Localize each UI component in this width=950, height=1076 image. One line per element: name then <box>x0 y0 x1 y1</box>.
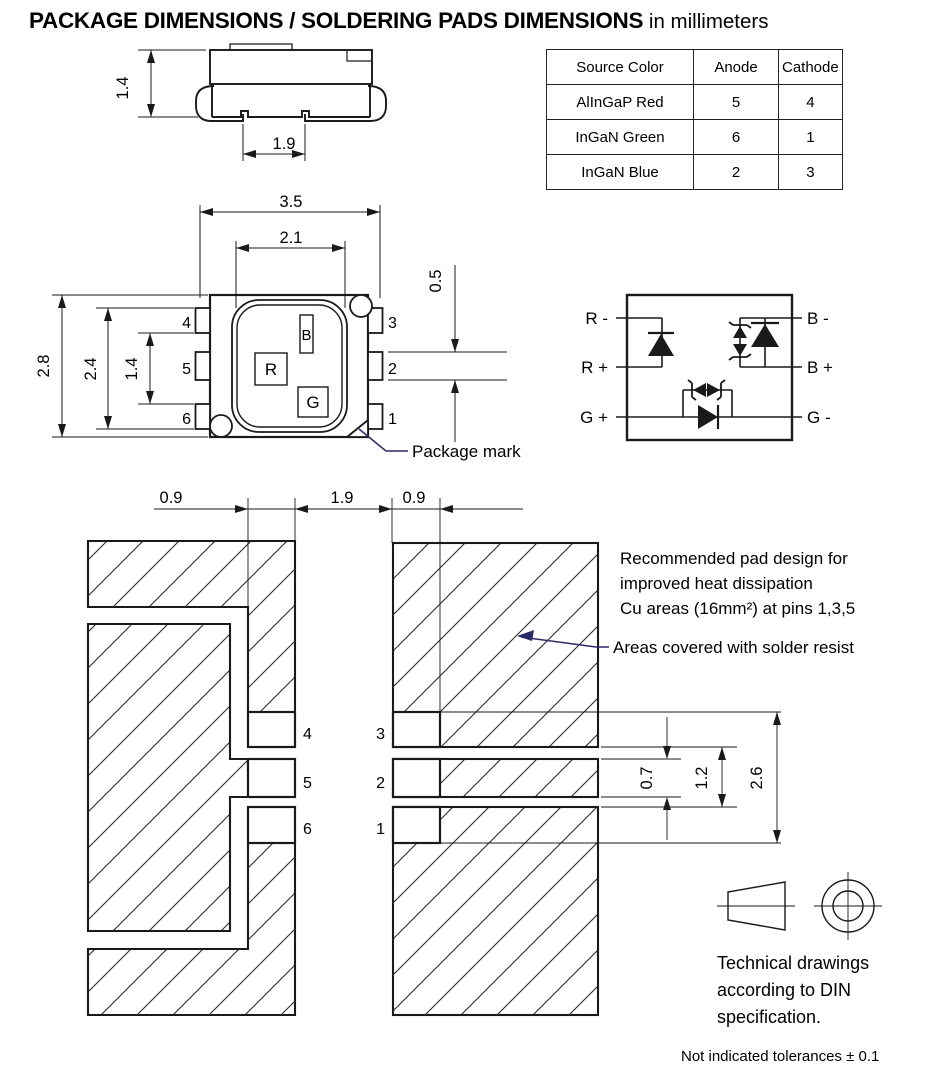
cell-color: InGaN Green <box>547 120 694 155</box>
side-view-drawing <box>138 44 386 161</box>
pad-gap-dim: 1.9 <box>330 489 354 507</box>
solder-resist-label: Areas covered with solder resist <box>613 638 854 657</box>
terminal-g-plus: G + <box>580 408 608 427</box>
cell-cathode: 1 <box>779 120 843 155</box>
chip-label-red: R <box>264 360 278 379</box>
pin-label-3: 3 <box>388 315 397 332</box>
pad-label-1: 1 <box>376 821 385 838</box>
circuit-diagram <box>616 295 802 440</box>
chip-label-green: G <box>306 393 320 412</box>
col-header-source-color: Source Color <box>547 50 694 85</box>
cell-anode: 5 <box>694 85 779 120</box>
pad-width-right-dim: 0.9 <box>402 489 426 507</box>
pad-note-line1: Recommended pad design for <box>620 549 848 568</box>
col-header-anode: Anode <box>694 50 779 85</box>
terminal-b-minus: B - <box>807 309 829 328</box>
pad-label-2: 2 <box>376 775 385 792</box>
package-mark-label: Package mark <box>412 442 521 461</box>
pin-label-4: 4 <box>182 315 191 332</box>
pad-6 <box>248 807 295 843</box>
top-height-dim: 2.8 <box>35 354 53 378</box>
tolerance-note: Not indicated tolerances ± 0.1 <box>681 1048 880 1065</box>
cell-color: AlInGaP Red <box>547 85 694 120</box>
pin-label-6: 6 <box>182 411 191 428</box>
din-note-line2: according to DIN <box>717 980 852 1000</box>
col-header-cathode: Cathode <box>779 50 843 85</box>
terminal-g-minus: G - <box>807 408 831 427</box>
pad-1 <box>393 807 440 843</box>
chip-label-blue: B <box>301 327 312 344</box>
cell-cathode: 4 <box>779 85 843 120</box>
page-title-unit: in millimeters <box>643 10 769 33</box>
pad-note-line3: Cu areas (16mm²) at pins 1,3,5 <box>620 599 856 618</box>
side-lead-span-dim: 1.9 <box>272 135 296 153</box>
pad-label-5: 5 <box>303 775 312 792</box>
pad-5 <box>248 759 295 797</box>
pad-total-dim: 2.6 <box>748 766 766 790</box>
pad-3 <box>393 712 440 747</box>
pad-label-4: 4 <box>303 726 312 743</box>
terminal-r-plus: R + <box>581 358 608 377</box>
pad-height-dim: 0.7 <box>638 766 656 790</box>
pin-height-dim: 0.5 <box>427 269 445 293</box>
page-title-main: PACKAGE DIMENSIONS / SOLDERING PADS DIMENSIONS <box>29 8 644 33</box>
cell-color: InGaN Blue <box>547 155 694 190</box>
din-note-line3: specification. <box>717 1007 822 1027</box>
terminal-b-plus: B + <box>807 358 833 377</box>
pad-label-6: 6 <box>303 821 312 838</box>
cell-anode: 2 <box>694 155 779 190</box>
pad-width-left-dim: 0.9 <box>159 489 183 507</box>
top-width-dim: 3.5 <box>279 193 303 211</box>
pin-label-1: 1 <box>388 411 397 428</box>
pin-gap-dim: 1.4 <box>123 357 141 381</box>
pad-4 <box>248 712 295 747</box>
pin-span-dim: 2.4 <box>82 357 100 381</box>
cell-anode: 6 <box>694 120 779 155</box>
din-projection-symbol <box>717 872 882 940</box>
side-height-dim: 1.4 <box>114 76 132 100</box>
pad-pitch-dim: 1.2 <box>693 766 711 790</box>
din-note-line1: Technical drawings <box>717 953 870 973</box>
pin-label-5: 5 <box>182 361 191 378</box>
lens-width-dim: 2.1 <box>279 229 303 247</box>
solder-resist-area <box>88 624 248 931</box>
pad-note-line2: improved heat dissipation <box>620 574 813 593</box>
terminal-r-minus: R - <box>585 309 608 328</box>
pad-2 <box>393 759 440 797</box>
cell-cathode: 3 <box>779 155 843 190</box>
pin-label-2: 2 <box>388 361 397 378</box>
pad-label-3: 3 <box>376 726 385 743</box>
